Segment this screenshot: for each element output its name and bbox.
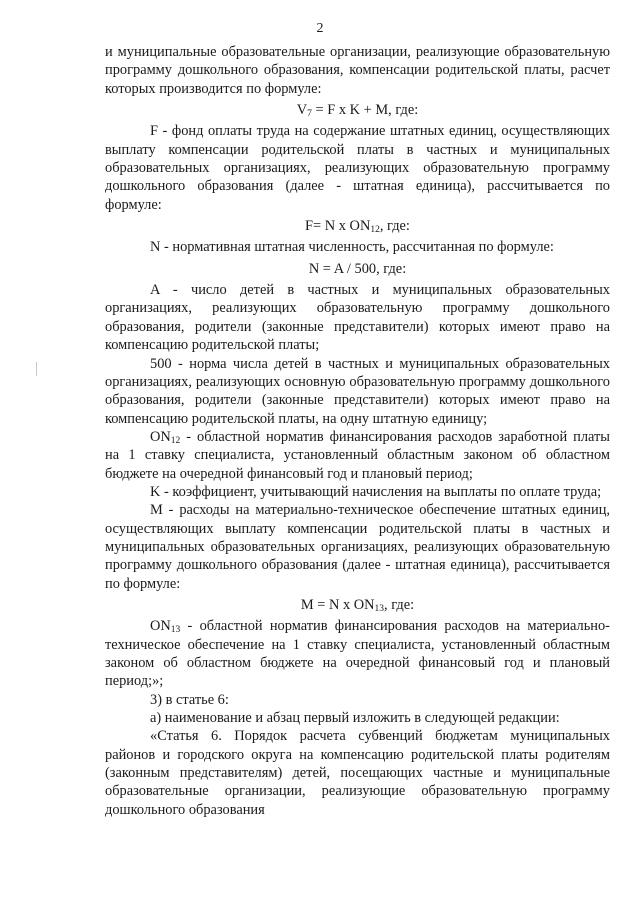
paragraph-intro: и муниципальные образовательные организации, реализующие образовательную программу дошкольного образования, компенсации родительской платы, расчет которых производится по формуле: [105,44,610,97]
paragraph-article6-item3: 3) в статье 6: [150,691,229,708]
paragraph-article6-title: «Статья 6. Порядок расчета субвенций бюджетам муниципальных районов и городского округа на компенсацию родительской платы родителям (законным представителям) детей, посещающих частные и муниципальные образовательные организации, реализующие образовательную программу дошкольного образования [105,728,610,818]
paragraph-500-definition: 500 - норма числа детей в частных и муниципальных образовательных организациях, реализующих основную образовательную программу дошкольного образования, родители (законные представители) которых имеют право на компенсацию родительской платы, на одну штатную единицу; [105,355,610,427]
document-body [105,43,610,819]
paragraph-m-definition: M - расходы на материально-техническое обеспечение штатных единиц, осуществляющих выплату компенсации родительской платы в частных и муниципальных образовательных организациях, реализующих образовательную программу дошкольного образования (далее - штатная единица), рассчитывается по формуле: [105,502,610,592]
margin-mark [36,362,37,376]
paragraph-n-definition: N - нормативная штатная численность, рассчитанная по формуле: [150,239,554,256]
formula-n: N = A / 500, где: [308,260,407,277]
paragraph-k-definition: K - коэффициент, учитывающий начисления на выплаты по оплате труда; [150,483,602,500]
formula-f: F= N x $ON_{12}$, где: [305,218,410,236]
formula-m: M = N x $ON_{13}$, где: [300,596,415,614]
paragraph-on12-definition: $ON_{12}$ - областной норматив финансирования расходов заработной платы на 1 ставку специалиста, установленный областным законом об областном бюджете на очередной финансовый год и плановый период; [105,428,610,482]
paragraph-on13-definition: $ON_{13}$ - областной норматив финансирования расходов на материально-техническое обеспечение на 1 ставку специалиста, установленный областным законом об областном бюджете на очередной финансовый год и плановый период;»; [105,618,610,690]
formula-v7: $V_7 = F$ x K + M, где: [296,102,419,120]
paragraph-f-definition: F - фонд оплаты труда на содержание штатных единиц, осуществляющих выплату компенсации родительской платы в частных и муниципальных образовательных организациях, реализующих образовательную программу дошкольного образования (далее - штатная единица), рассчитывается по формуле: [105,123,610,213]
page-number: 2 [316,21,324,36]
paragraph-article6-item-a: а) наименование и абзац первый изложить в следующей редакции: [150,710,560,727]
paragraph-a-definition: A - число детей в частных и муниципальных образовательных организациях, реализующих образовательную программу дошкольного образования, родители (законные представители) которых имеют право на компенсацию родительской платы; [105,282,610,354]
